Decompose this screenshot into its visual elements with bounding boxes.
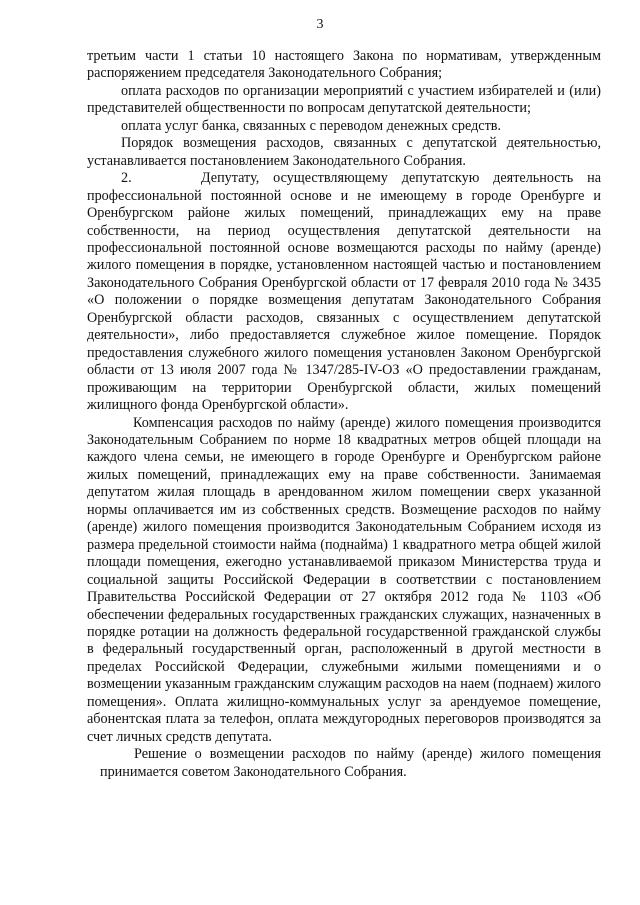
paragraph-item-2-housing: 2. Депутату, осуществляющему депутатскую деятельность на профессиональной постоянной основе и не имеющему в городе Оренбурге и Оренбургском районе жилых помещений, принадлежащих ему на праве собственности, на период осуществления депутатской деятельности на профессиональной постоянной основе возмещаются расходы по найму (аренде) жилого помещения в порядке, установленном настоящей частью и постановлением Законодательного Собрания Оренбургской области от 17 февраля 2010 года № 3435 «О положении о порядке возмещения депутатам Законодательного Собрания Оренбургской области расходов, связанных с осуществлением депутатской деятельности», либо предоставляется служебное жилое помещение. Порядок предоставления служебного жилого помещения установлен Законом Оренбургской области от 13 июля 2007 года № 1347/285-IV-ОЗ «О предоставлении гражданам, проживающим на территории Оренбургской области, жилых помещений жилищного фонда Оренбургской области».	[87, 170, 601, 414]
paragraph-bank-services: оплата услуг банка, связанных с переводом денежных средств.	[121, 117, 502, 134]
paragraph-reimbursement-order: Порядок возмещения расходов, связанных с депутатской деятельностью, устанавливается постановлением Законодательного Собрания.	[87, 135, 601, 169]
paragraph-voter-events: оплата расходов по организации мероприятий с участием избирателей и (или) представителей общественности по вопросам депутатской деятельности;	[87, 82, 601, 117]
paragraph-continuation: третьим части 1 статьи 10 настоящего Закона по нормативам, утвержденным распоряжением председателя Законодательного Собрания;	[87, 48, 601, 82]
paragraph-council-decision: Решение о возмещении расходов по найму (аренде) жилого помещения принимается советом Законодательного Собрания.	[100, 746, 601, 780]
document-body	[87, 48, 601, 781]
page-number: 3	[316, 17, 324, 32]
paragraph-rent-compensation: Компенсация расходов по найму (аренде) жилого помещения производится Законодательным Собранием по норме 18 квадратных метров общей площади на каждого члена семьи, не имеющего в городе Оренбурге и Оренбургском районе жилых помещений, принадлежащих ему на праве собственности. Занимаемая депутатом жилая площадь в арендованном жилом помещении сверх указанной нормы оплачивается им из собственных средств. Возмещение расходов по найму (аренде) жилого помещения производится Законодательным Собранием исходя из размера предельной стоимости найма (поднайма) 1 квадратного метра общей жилой площади помещения, ежегодно устанавливаемой приказом Министерства труда и социальной защиты Российской Федерации в соответствии с постановлением Правительства Российской Федерации от 27 октября 2012 года № 1103 «Об обеспечении федеральных государственных гражданских служащих, назначенных в порядке ротации на должность федеральной государственной гражданской службы в федеральный государственный орган, расположенный в другой местности в пределах Российской Федерации, служебными жилыми помещениями и о возмещении указанным гражданским служащим расходов на наем (поднаем) жилого помещения». Оплата жилищно-коммунальных услуг за арендуемое помещение, абонентская плата за телефон, оплата междугородных переговоров производятся за счет личных средств депутата.	[87, 414, 601, 745]
